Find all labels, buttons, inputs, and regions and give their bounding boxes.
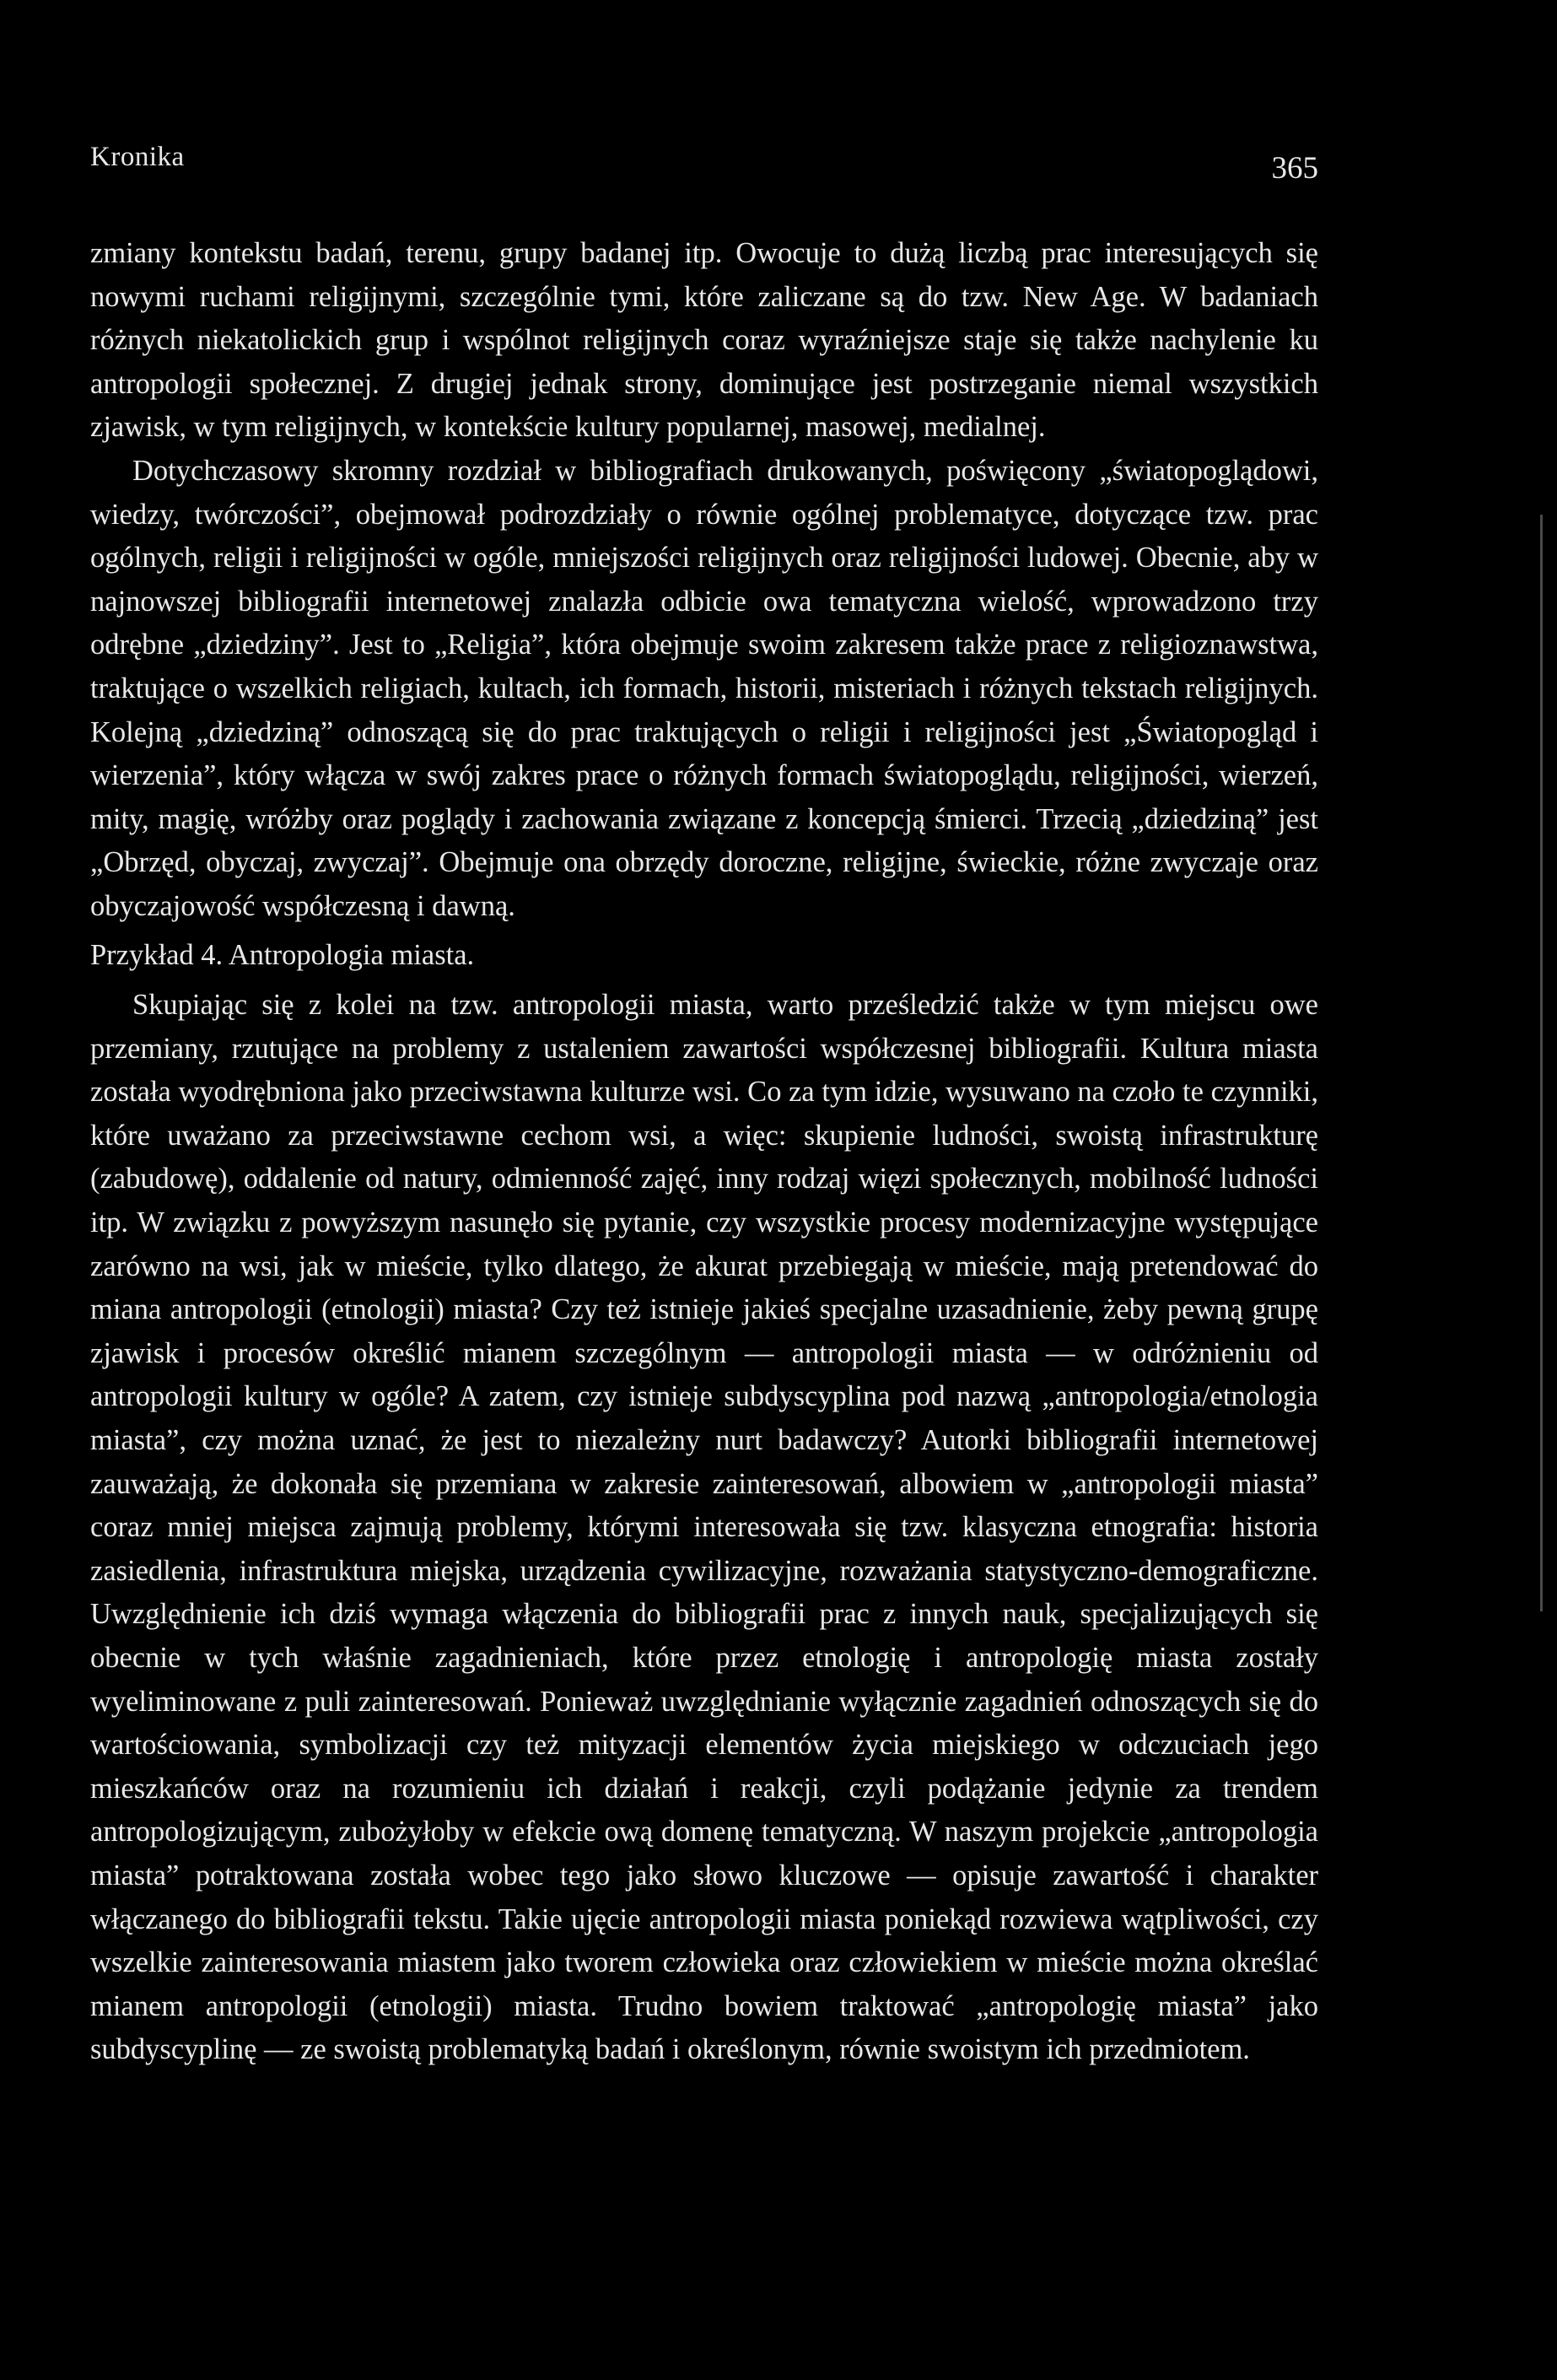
page-number: 365 xyxy=(1271,151,1318,186)
section-heading: Przykład 4. Antropologia miasta. xyxy=(90,938,475,971)
paragraph-urban-anthropology: Skupiając się z kolei na tzw. antropologii miasta, warto prześledzić także w tym miejscu owe przemiany, rzutujące na problemy z ustaleniem zawartości współczesnej bibliografii. Kultura miasta została wyodrębniona jako przeciwstawna kulturze wsi. Co za tym idzie, wysuwano na czoło te czynniki, które uważano za przeciwstawne cechom wsi, a więc: skupienie ludności, swoistą infrastrukturę (zabudowę), oddalenie od natury, odmienność zajęć, inny rodzaj więzi społecznych, mobilność ludności itp. W związku z powyższym nasunęło się pytanie, czy wszystkie procesy modernizacyjne występujące zarówno na wsi, jak w mieście, tylko dlatego, że akurat przebiegają w mieście, mają pretendować do miana antropologii (etnologii) miasta? Czy też istnieje jakieś specjalne uzasadnienie, żeby pewną grupę zjawisk i procesów określić mianem szczególnym — antropologii miasta — w odróżnieniu od antropologii kultury w ogóle? A zatem, czy istnieje subdyscyplina pod nazwą „antropologia/etnologia miasta”, czy można uznać, że jest to niezależny nurt badawczy? Autorki bibliografii internetowej zauważają, że dokonała się przemiana w zakresie zainteresowań, albowiem w „antropologii miasta” coraz mniej miejsca zajmują problemy, którymi interesowała się tzw. klasyczna etnografia: historia zasiedlenia, infrastruktura miejska, urządzenia cywilizacyjne, rozważania statystyczno-demograficzne. Uwzględnienie ich dziś wymaga włączenia do bibliografii prac z innych nauk, specjalizujących się obecnie w tych właśnie zagadnieniach, które przez etnologię i antropologię miasta zostały wyeliminowane z puli zainteresowań. Ponieważ uwzględnianie wyłącznie zagadnień odnoszących się do wartościowania, symbolizacji czy też mityzacji elementów życia miejskiego w odczuciach jego mieszkańców oraz na rozumieniu ich działań i reakcji, czyli podążanie jedynie za trendem antropologizującym, zubożyłoby w efekcie ową domenę tematyczną. W naszym projekcie „antropologia miasta” potraktowana została wobec tego jako słowo kluczowe — opisuje zawartość i charakter włączanego do bibliografii tekstu. Takie ujęcie antropologii miasta poniekąd rozwiewa wątpliwości, czy wszelkie zainteresowania miastem jako tworem człowieka oraz człowiekiem w mieście można określać mianem antropologii (etnologii) miasta. Trudno bowiem traktować „antropologię miasta” jako subdyscyplinę — ze swoistą problematyką badań i określonym, równie swoistym ich przedmiotem. xyxy=(90,989,1318,2066)
scan-edge-line xyxy=(1540,515,1543,1611)
paragraph-new-religious-movements: zmiany kontekstu badań, terenu, grupy badanej itp. Owocuje to dużą liczbą prac interesujących się nowymi ruchami religijnymi, szczególnie tymi, które zaliczane są do tzw. New Age. W badaniach różnych niekatolickich grup i wspólnot religijnych coraz wyraźniejsze staje się także nachylenie ku antropologii społecznej. Z drugiej jednak strony, dominujące jest postrzeganie niemal wszystkich zjawisk, w tym religijnych, w kontekście kultury popularnej, masowej, medialnej. xyxy=(90,237,1318,444)
page-header xyxy=(90,142,1318,192)
running-head: Kronika xyxy=(90,142,185,172)
text-body xyxy=(90,232,1318,2072)
paragraph-bibliography-domains: Dotychczasowy skromny rozdział w bibliografiach drukowanych, poświęcony „światopoglądowi, wiedzy, twórczości”, obejmował podrozdziały o równie ogólnej problematyce, dotyczące tzw. prac ogólnych, religii i religijności w ogóle, mniejszości religijnych oraz religijności ludowej. Obecnie, aby w najnowszej bibliografii internetowej znalazła odbicie owa tematyczna wielość, wprowadzono trzy odrębne „dziedziny”. Jest to „Religia”, która obejmuje swoim zakresem także prace z religioznawstwa, traktujące o wszelkich religiach, kultach, ich formach, historii, misteriach i różnych tekstach religijnych. Kolejną „dziedziną” odnoszącą się do prac traktujących o religii i religijności jest „Światopogląd i wierzenia”, który włącza w swój zakres prace o różnych formach światopoglądu, religijności, wierzeń, mity, magię, wróżby oraz poglądy i zachowania związane z koncepcją śmierci. Trzecią „dziedziną” jest „Obrzęd, obyczaj, zwyczaj”. Obejmuje ona obrzędy doroczne, religijne, świeckie, różne zwyczaje oraz obyczajowość współczesną i dawną. xyxy=(90,454,1318,922)
